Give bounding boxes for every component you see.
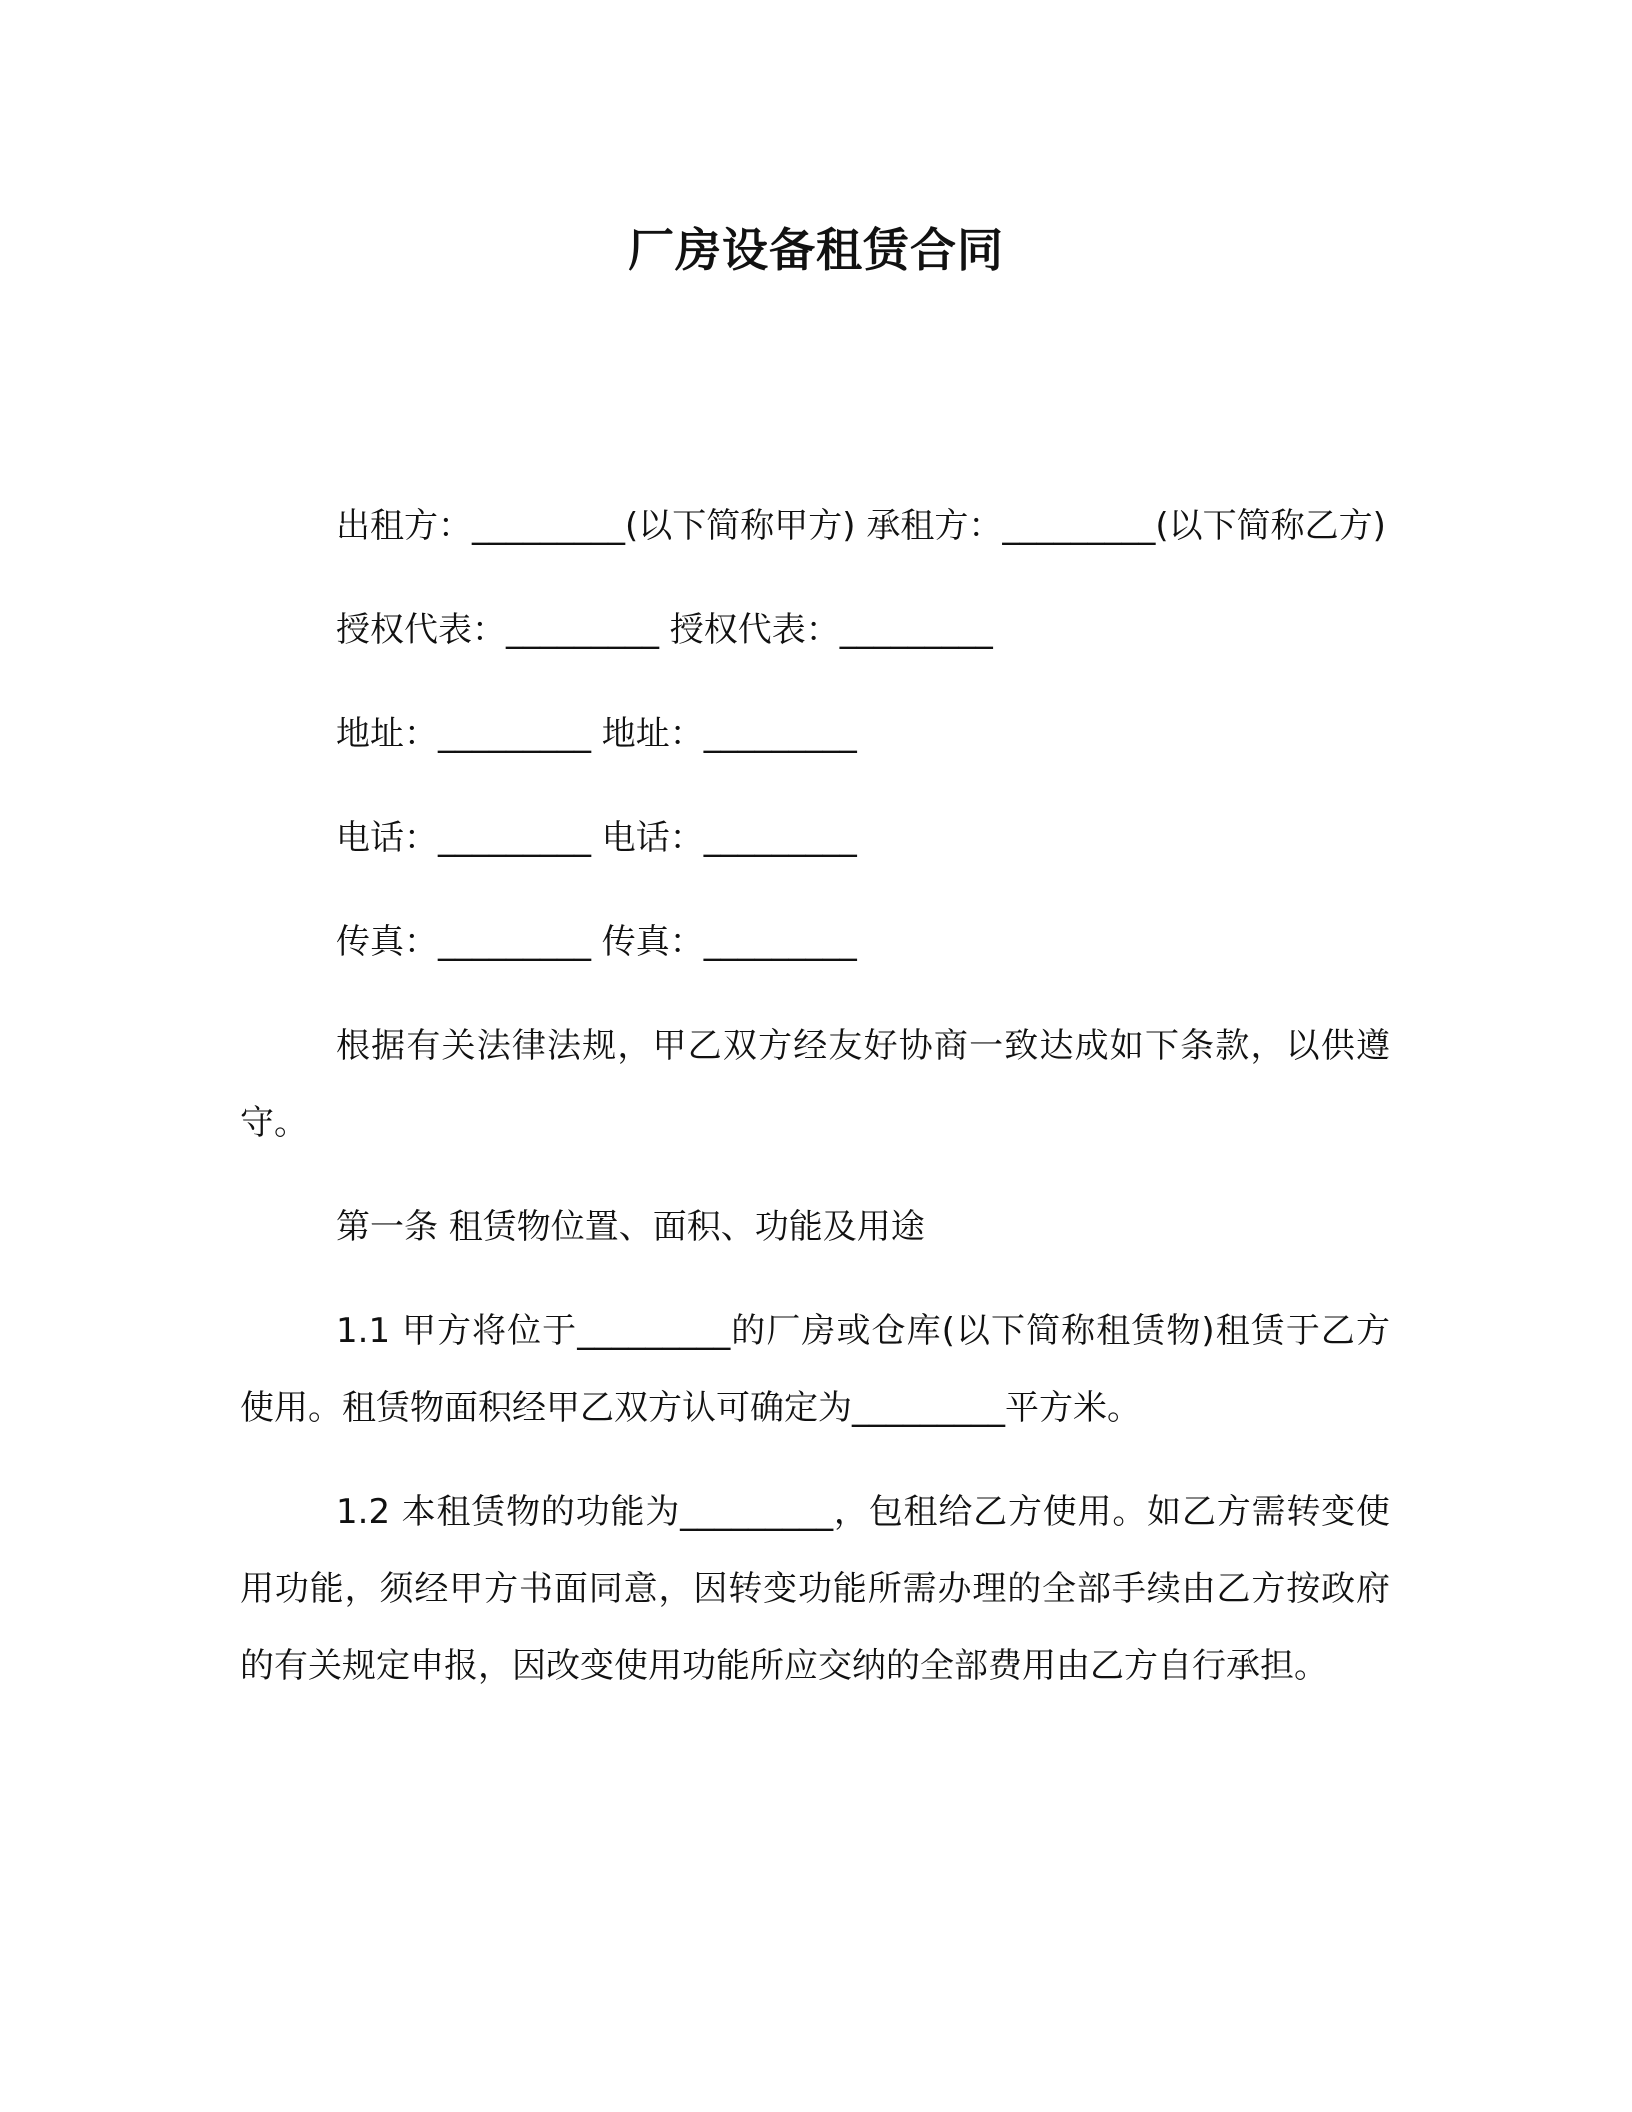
paragraph-fax: 传真：_________ 传真：_________: [336, 922, 857, 962]
clause-1-1: 1.1 甲方将位于_________的厂房或仓库(以下简称租赁物)租赁于乙方使用。租赁物面积经甲乙双方认可确定为_________平方米。: [240, 1311, 1390, 1428]
document-body: [240, 488, 1390, 1732]
paragraph-parties: 出租方：_________(以下简称甲方) 承租方：_________(以下简称乙方): [336, 506, 1386, 546]
article-1-heading: 第一条 租赁物位置、面积、功能及用途: [336, 1207, 925, 1247]
paragraph-address: 地址：_________ 地址：_________: [336, 714, 857, 754]
clause-1-2: 1.2 本租赁物的功能为_________，包租给乙方使用。如乙方需转变使用功能，须经甲方书面同意，因转变功能所需办理的全部手续由乙方按政府的有关规定申报，因改变使用功能所应交纳的全部费用由乙方自行承担。: [240, 1492, 1390, 1686]
paragraph-phone: 电话：_________ 电话：_________: [336, 818, 857, 858]
paragraph-preamble: 根据有关法律法规，甲乙双方经友好协商一致达成如下条款，以供遵守。: [240, 1026, 1390, 1143]
paragraph-representatives: 授权代表：_________ 授权代表：_________: [336, 610, 993, 650]
document-title: 厂房设备租赁合同: [628, 223, 1004, 277]
